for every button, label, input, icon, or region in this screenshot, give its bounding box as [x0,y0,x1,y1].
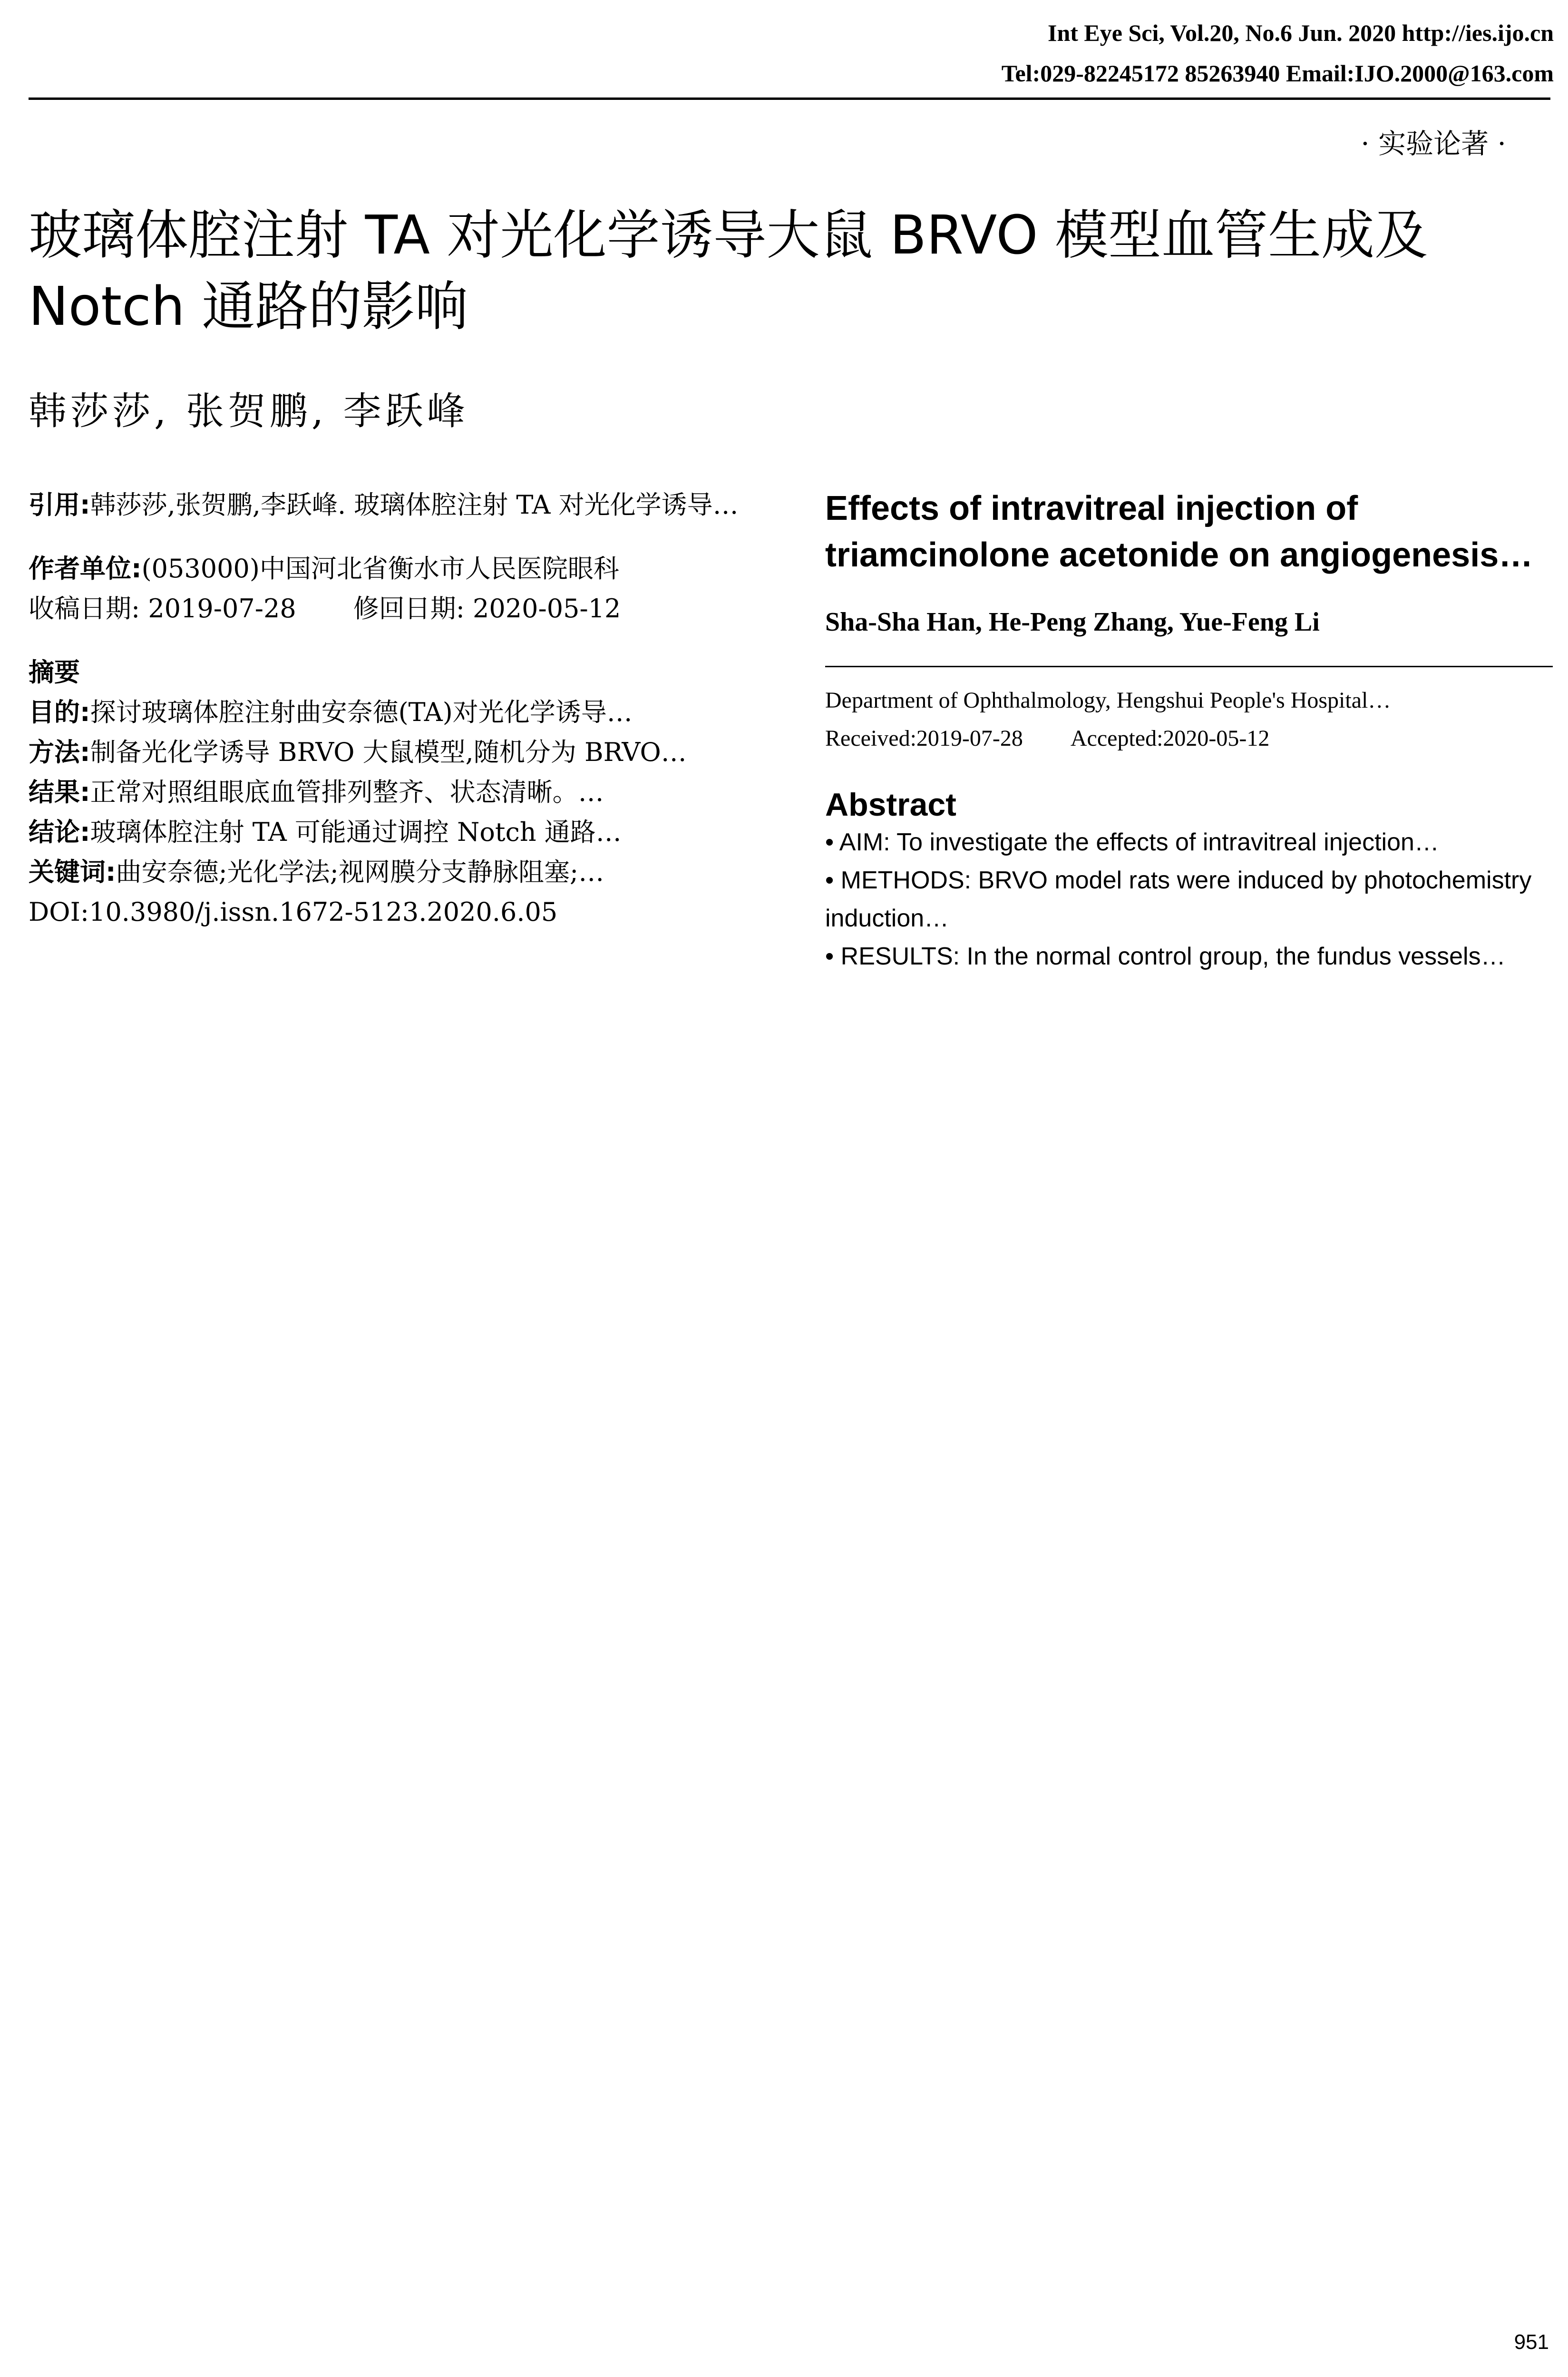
keywords-text: 曲安奈德;光化学法;视网膜分支静脉阻塞;… [116,857,604,887]
english-authors: Sha-Sha Han, He-Peng Zhang, Yue-Feng Li [825,607,1320,637]
article-title: 玻璃体腔注射 TA 对光化学诱导大鼠 BRVO 模型血管生成及 Notch 通路的影响 [29,205,1428,338]
conclusion-label: 结论: [29,817,90,847]
abstract-heading: Abstract [825,787,956,823]
aim-text: 探讨玻璃体腔注射曲安奈德(TA)对光化学诱导… [90,697,633,727]
citation-text: 韩莎莎,张贺鹏,李跃峰. 玻璃体腔注射 TA 对光化学诱导… [90,490,739,520]
results-label: 结果: [29,777,90,807]
page-number: 951 [1514,2330,1549,2354]
english-aim: • AIM: To investigate the effects of intravitreal injection… [825,828,1439,856]
methods-label: 方法: [29,737,90,767]
section-tag: · 实验论著 · [1361,127,1506,160]
revised-date: 修回日期: 2020-05-12 [353,594,621,623]
conclusion-text: 玻璃体腔注射 TA 可能通过调控 Notch 通路… [90,817,622,847]
conclusion [29,812,770,852]
citation-label: 引用: [29,490,90,520]
dates [29,589,770,629]
affiliation-text: (053000)中国河北省衡水市人民医院眼科 [141,554,619,584]
keywords [29,852,770,892]
left-column [29,485,770,932]
methods-text: 制备光化学诱导 BRVO 大鼠模型,随机分为 BRVO… [90,737,687,767]
methods [29,732,770,772]
english-dates [825,720,1553,758]
journal-header-line2: Tel:029-82245172 85263940 Email:IJO.2000@163.com [1001,60,1554,87]
affiliation [29,549,770,589]
english-rule [825,666,1553,667]
header-rule [29,97,1550,100]
aim-label: 目的: [29,697,90,727]
received-date: 收稿日期: 2019-07-28 [29,594,296,623]
english-received: Received:2019-07-28 [825,726,1023,751]
english-affiliation: Department of Ophthalmology, Hengshui People's Hospital… [825,688,1391,713]
results-text: 正常对照组眼底血管排列整齐、状态清晰。… [90,777,604,807]
english-accepted: Accepted:2020-05-12 [1070,726,1270,751]
english-results: • RESULTS: In the normal control group, the fundus vessels… [825,943,1506,970]
abstract-label: 摘要 [29,657,80,687]
english-title: Effects of intravitreal injection of triamcinolone acetonide on angiogenesis… [825,489,1533,574]
results [29,772,770,812]
english-methods: • METHODS: BRVO model rats were induced by photochemistry induction… [825,867,1532,932]
keywords-label: 关键词: [29,857,116,887]
right-column [825,485,1553,975]
doi[interactable]: DOI:10.3980/j.issn.1672-5123.2020.6.05 [29,897,558,927]
aim [29,692,770,732]
citation [29,485,770,525]
article-authors: 韩莎莎, 张贺鹏, 李跃峰 [29,389,469,433]
affiliation-label: 作者单位: [29,554,142,584]
journal-header-line1: Int Eye Sci, Vol.20, No.6 Jun. 2020 http://ies.ijo.cn [1047,19,1554,46]
